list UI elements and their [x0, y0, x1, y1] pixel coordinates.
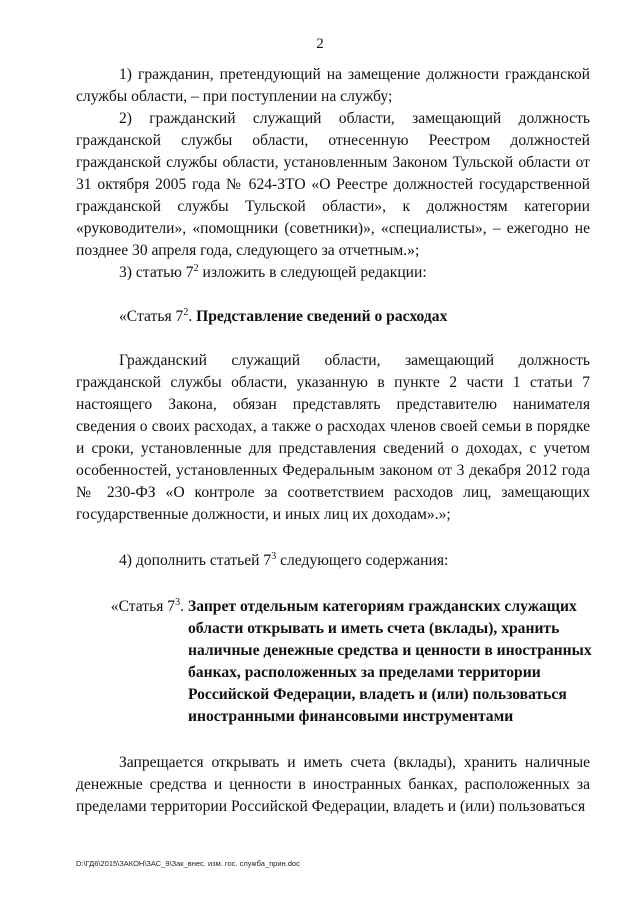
file-path-footer: D:\ГД6\2015\ЗАКОН\ЗАС_9\Зак_внес. изм. гос. служба_прин.doc	[76, 859, 300, 868]
article-7-3-prefix: «Статья 7	[110, 598, 176, 615]
article-7-3-title-line: банках, расположенных за пределами территории	[188, 664, 541, 681]
article-7-3-title-line: иностранными финансовыми инструментами	[188, 708, 514, 725]
page-number: 2	[316, 36, 324, 52]
article-7-3-title-line: Российской Федерации, владеть и (или) пользоваться	[188, 686, 567, 703]
paragraph-item-3	[76, 262, 590, 284]
paragraph-item-4	[76, 550, 590, 572]
item4-text-end: следующего содержания:	[276, 552, 449, 569]
article-7-3-title-line: области открывать и иметь счета (вклады), хранить	[188, 620, 560, 637]
document-body	[76, 64, 590, 818]
item3-text-start: 3) статью 7	[119, 264, 194, 281]
article-7-3-title	[188, 596, 592, 728]
article-7-2-prefix: «Статья 7	[119, 308, 184, 325]
item3-text-end: изложить в следующей редакции:	[198, 264, 427, 281]
article-7-3-superscript: 3	[175, 596, 181, 608]
item4-text-start: 4) дополнить статьей 7	[119, 552, 272, 569]
article-7-3-heading	[76, 596, 590, 728]
article-7-2-heading	[76, 306, 590, 328]
article-7-3-label	[76, 596, 188, 728]
article-7-2-text: Гражданский служащий области, замещающий должность гражданской службы области, указанную в пункте 2 части 1 статьи 7 настоящего Закона, обязан представлять представителю нанимателя сведения о своих расходах, а также о расходах членов своей семьи в порядке и сроки, установленные для представления сведений о доходах, с учетом особенностей, установленных Федеральным законом от 3 декабря 2012 года № 230-ФЗ «О контроле за соответствием расходов лиц, замещающих государственные должности, и иных лиц их доходам».»;	[76, 352, 590, 523]
article-7-3-title-line: наличные денежные средства и ценности в иностранных	[188, 642, 592, 659]
article-7-2-title: Представление сведений о расходах	[196, 308, 448, 325]
article-7-3-title-line: Запрет отдельным категориям гражданских служащих	[188, 598, 577, 615]
paragraph-item-1: 1) гражданин, претендующий на замещение должности гражданской службы области, – при поступлении на службу;	[76, 66, 590, 105]
item3-superscript: 2	[193, 262, 199, 274]
item4-superscript: 3	[271, 550, 277, 562]
article-7-2-dot: .	[188, 308, 197, 325]
paragraph-item-2: 2) гражданский служащий области, замещающий должность гражданской службы области, отнесенную Реестром должностей гражданской службы области, установленным Законом Тульской области от 31 октября 2005 года № 624-ЗТО «О Реестре должностей государственной гражданской службы Тульской области», к должностям категории «руководители», «помощники (советники)», «специалисты», – ежегодно не позднее 30 апреля года, следующего за отчетным.»;	[76, 110, 590, 259]
article-7-3-text: Запрещается открывать и иметь счета (вклады), хранить наличные денежные средства и ценности в иностранных банках, расположенных за пределами территории Российской Федерации, владеть и (или) пользоваться	[76, 754, 590, 815]
article-7-2-superscript: 2	[183, 306, 189, 318]
article-7-3-dot: .	[180, 598, 184, 615]
